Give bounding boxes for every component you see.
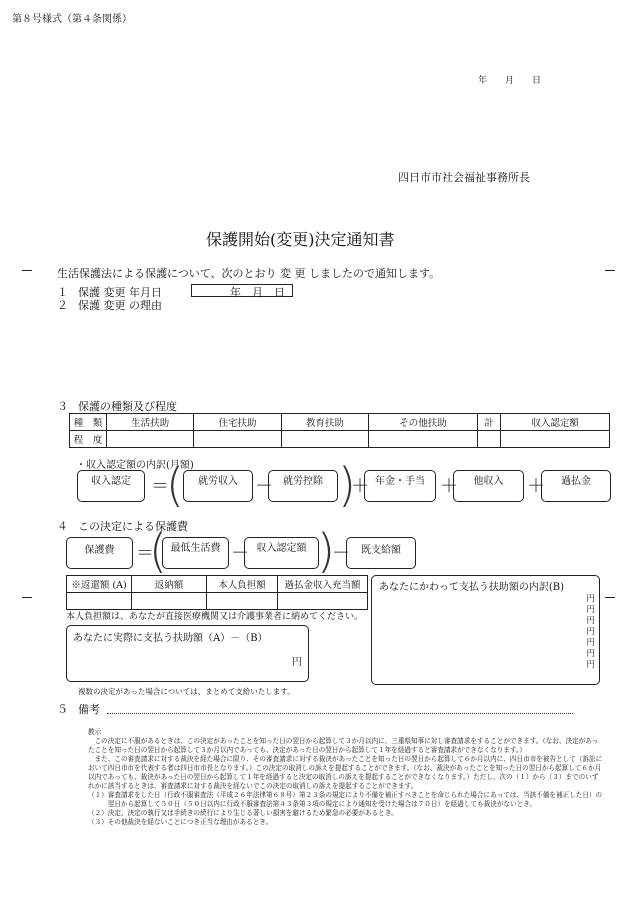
margin-mark-right-mid — [605, 597, 615, 598]
col-housing: 住宅扶助 — [194, 414, 281, 431]
section4-label: この決定による保護費 — [78, 520, 188, 533]
yen-unit: 円 — [586, 594, 595, 604]
table-cell — [501, 431, 610, 448]
issuer: 四日市市社会福祉事務所長 — [398, 171, 530, 184]
proxy-yen-column — [586, 594, 595, 671]
col-other: その他扶助 — [369, 414, 478, 431]
col-total: 計 — [477, 414, 501, 431]
section1-label: 保護 変更 年月日 — [78, 286, 162, 299]
close-paren: ) — [317, 524, 335, 578]
remarks-line — [107, 713, 573, 714]
section2-label: 保護 変更 の理由 — [78, 299, 162, 312]
section3-label: 保護の種類及び程度 — [78, 400, 177, 413]
section4-number: ４ — [57, 520, 68, 533]
section5-number: ５ — [57, 703, 68, 716]
minus-sign: － — [231, 543, 249, 564]
proxy-payment-box: あなたにかわって支払う扶助額の内訳(B) 円 円 円 円 円 円 円 — [371, 575, 600, 685]
other-income-box: 他収入 — [453, 470, 524, 502]
margin-mark-left-mid — [22, 597, 32, 598]
self-burden-note: 本人負担額は、あなたが直接医療機関又は介護事業者に納めてください。 — [66, 612, 364, 622]
col-income-recognized: 収入認定額 — [501, 414, 610, 431]
table-cell — [281, 431, 368, 448]
table-cell — [477, 431, 501, 448]
margin-mark-left-top — [22, 270, 32, 271]
table-cell — [278, 593, 368, 610]
col-refund-amount: 返納額 — [132, 576, 207, 593]
yen-unit: 円 — [586, 627, 595, 637]
open-paren: ( — [149, 524, 167, 578]
table-cell — [107, 431, 194, 448]
open-paren: ( — [166, 458, 184, 512]
plus-sign: ＋ — [440, 476, 458, 497]
instruction-notes — [88, 728, 603, 827]
table-cell — [369, 431, 478, 448]
table-cell — [207, 593, 278, 610]
close-paren: ) — [338, 458, 356, 512]
col-education: 教育扶助 — [281, 414, 368, 431]
yen-unit: 円 — [586, 649, 595, 659]
already-paid-box: 既支給額 — [346, 537, 416, 569]
notes-paragraph-1: この決定に不服があるときは、この決定があったことを知った日の翌日から起算して３か月以内に、三重県知事に対し審査請求をすることができます。（なお、決定があったことを知った日の翌日から起算して３か月以内であっても、決定があった日の翌日から起算して１年を経過すると審査請求ができなくなります。） — [88, 737, 599, 754]
section1-number: １ — [57, 286, 68, 299]
minus-sign: － — [332, 543, 350, 564]
degree-row-header: 程 度 — [70, 431, 107, 448]
overpaid-box: 過払金 — [541, 470, 611, 502]
issue-date: 年 月 日 — [478, 76, 542, 86]
income-recognized-box: 収入認定 — [77, 470, 145, 502]
multi-decision-note: 複数の決定があった場合については、まとめて支給いたします。 — [78, 687, 295, 696]
table-cell — [132, 593, 207, 610]
table-cell — [67, 593, 132, 610]
pension-box: 年金・手当 — [364, 470, 436, 502]
plus-sign: ＋ — [351, 476, 369, 497]
notes-title: 教示 — [88, 728, 102, 736]
section3-number: ３ — [57, 400, 68, 413]
notes-paragraph-2: また、この審査請求に対する裁決を経た場合に限り、その審査請求に対する裁決があったことを知った日の翌日から起算して６か月以内に、四日市市を被告として（訴訟において四日市市を代表する者は四日市市長となります。）この決定の取消しの訴えを提起することができます。（なお、裁決があったことを知った日の翌日から起算して６か月以内であっても、裁決があった日の翌日から起算して１年を経過すると決定の取消しの訴えを提起することができなくなります。）ただし、次の（１）から（３）までのいずれかに該当するときは、審査請求に対する裁決を経ないでこの決定の取消しの訴えを提起することができます。 — [88, 755, 603, 790]
yen-unit: 円 — [586, 605, 595, 615]
minus-sign: － — [255, 476, 273, 497]
col-living: 生活扶助 — [107, 414, 194, 431]
section5-label: 備考 — [78, 703, 100, 716]
decision-date-box — [191, 284, 293, 297]
notes-item-3: （３）その他裁決を経ないことにつき正当な理由があるとき。 — [88, 818, 273, 826]
direct-payment-box: あなたに実際に支払う扶助額（A）－（B） 円 — [66, 625, 309, 682]
margin-mark-right-top — [605, 270, 615, 271]
yen-unit: 円 — [586, 616, 595, 626]
repayment-table — [66, 575, 368, 610]
document-title: 保護開始(変更)決定通知書 — [206, 230, 395, 249]
min-living-cost-box: 最低生活費 — [162, 537, 229, 569]
col-self-burden: 本人負担額 — [207, 576, 278, 593]
earned-deduction-box: 就労控除 — [268, 470, 338, 502]
table-cell — [194, 431, 281, 448]
protection-type-table — [69, 413, 610, 448]
decision-date-value: 年 月 日 — [230, 286, 285, 299]
col-return-amount: ※返還額 (A) — [67, 576, 132, 593]
notes-item-1: （１）審査請求をした日（行政不服審査法（平成２６年法律第６８号）第２３条の規定により不備を補正すべきことを命じられた場合にあっては、当該不備を補正した日）の翌日から起算して５０日（５０日以内に行政不服審査法第４３条第３項の規定により通知を受けた場合は７０日）を経過しても裁決がないとき。 — [88, 791, 603, 808]
yen-unit: 円 — [586, 638, 595, 648]
notes-item-2: （２）決定、決定の執行又は手続きの続行により生じる著しい損害を避けるため緊急の必要があるとき。 — [88, 809, 398, 817]
income-breakdown-label: ・収入認定額の内訳(月額) — [76, 460, 194, 471]
protection-fee-box: 保護費 — [66, 537, 133, 569]
income-amount-box: 収入認定額 — [244, 537, 319, 569]
form-number: 第８号様式（第４条関係） — [12, 14, 132, 25]
earned-income-box: 就労収入 — [183, 470, 253, 502]
equals-sign: ＝ — [136, 543, 154, 564]
col-overpaid-income: 過払金収入充当額 — [278, 576, 368, 593]
equals-sign: ＝ — [151, 476, 169, 497]
plus-sign: ＋ — [527, 476, 545, 497]
yen-unit: 円 — [586, 660, 595, 670]
intro-text: 生活保護法による保護について、次のとおり 変 更 しましたので通知します。 — [57, 267, 441, 280]
type-row-header: 種 類 — [70, 414, 107, 431]
section2-number: ２ — [57, 299, 68, 312]
yen-unit: 円 — [292, 657, 302, 668]
